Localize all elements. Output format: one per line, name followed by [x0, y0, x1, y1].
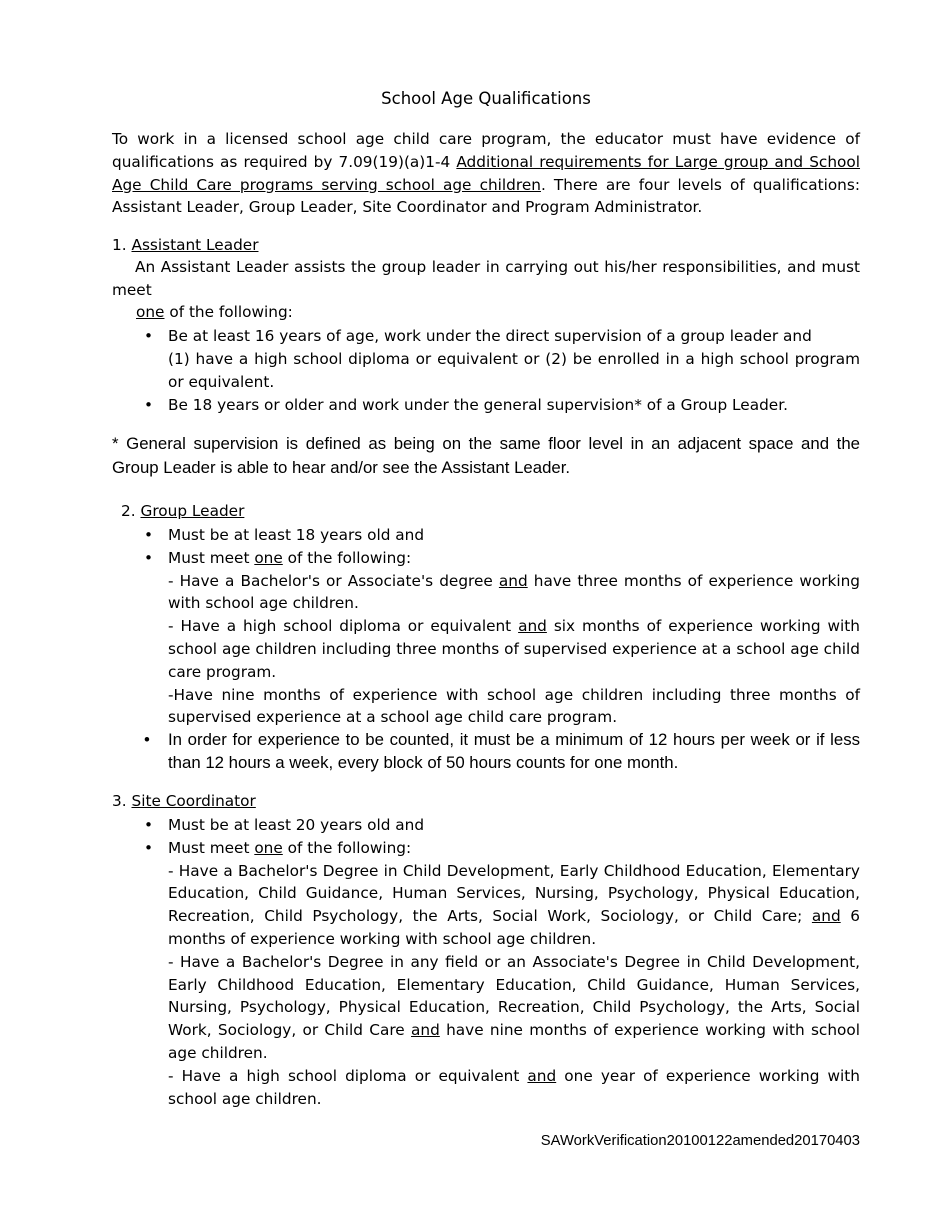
list-item: • Be 18 years or older and work under the general supervision* of a Group Leader. [112, 394, 860, 417]
intro-paragraph [112, 128, 860, 219]
bullet-icon: • [144, 548, 154, 567]
site-coordinator-option-2: - Have a Bachelor's Degree in any field or an Associate's Degree in Child Development, Early Childhood Education, Elementary Education, Child Guidance, Human Services, Nursing, Psychology, Physical Education, Recreation, Child Psychology, the Arts, Social Work, Sociology, or Child Care and have nine months of experience working with school age children. [168, 952, 860, 1062]
group-leader-option-2: - Have a high school diploma or equivalent and six months of experience working with school age children including three months of supervised experience at a school age child care program. [168, 617, 861, 681]
intro-text-end: . There are four levels of qualifications: Assistant Leader, Group Leader, Site Coordinator and Program Administrator. [112, 175, 860, 217]
group-leader-option-1: - Have a Bachelor's or Associate's degree and have three months of experience working with school age children. [168, 571, 860, 613]
assistant-leader-heading: 1. Assistant Leader [112, 236, 259, 254]
bullet-icon: • [144, 730, 150, 750]
bullet-icon: • [144, 396, 154, 415]
site-coordinator-heading: 3. Site Coordinator [112, 792, 256, 810]
list-item: • Must be at least 18 years old and [112, 524, 860, 547]
list-item: • Must meet one of the following: - Have a Bachelor's Degree in Child Development, Early Childhood Education, Elementary Education, Child Guidance, Human Services, Nursing, Psychology, Physical Education, Recreation, Child Psychology, the Arts, Social Work, Sociology, or Child Care; and 6 months of experience working with school age children. - Have a Bachelor's Degree in any field or an Associate's Degree in Child Development, Early Childhood Education, Elementary Education, Child Guidance, Human Services, Nursing, Psychology, Physical Education, Recreation, Child Psychology, the Arts, Social Work, Sociology, or Child Care and have nine months of experience working with school age children. - Have a high school diploma or equivalent and one year of experience working with school age children. [112, 837, 860, 1111]
experience-rule: In order for experience to be counted, it must be a minimum of 12 hours per week or if less than 12 hours a week, every block of 50 hours counts for one month. [168, 730, 860, 772]
group-leader-heading: 2. Group Leader [121, 502, 245, 520]
bullet-icon: • [144, 816, 154, 834]
assistant-leader-criteria-intro: one of the following: [136, 303, 293, 321]
list-item: • Must meet one of the following: - Have a Bachelor's or Associate's degree and have three months of experience working with school age children. - Have a high school diploma or equivalent and six months of experience working with school age children including three months of supervised experience at a school age child care program. -Have nine months of experience with school age children including three months of supervised experience at a school age child care program. [112, 547, 860, 729]
intro-text: To work in a licensed school age child care program, the educator must have evidence of qualifications as required by 7.09(19)(a)1-4 [112, 130, 860, 171]
assistant-leader-list [112, 325, 860, 417]
group-leader-option-3: -Have nine months of experience with school age children including three months of supervised experience at a school age child care program. [168, 685, 860, 727]
group-leader-list [112, 524, 860, 775]
list-item: • Be at least 16 years of age, work under the direct supervision of a group leader and (1) have a high school diploma or equivalent or (2) be enrolled in a high school program or equivalent. [144, 327, 860, 391]
site-coordinator-list [112, 814, 860, 1110]
bullet-icon: • [144, 526, 154, 544]
bullet-icon: • [144, 838, 154, 857]
site-coordinator-option-3: - Have a high school diploma or equivalent and one year of experience working with school age children. [168, 1066, 861, 1108]
list-item [112, 729, 860, 775]
assistant-leader-description: An Assistant Leader assists the group leader in carrying out his/her responsibilities, and must meet [112, 258, 860, 299]
list-item: • Must be at least 20 years old and [112, 814, 860, 837]
site-coordinator-option-1: - Have a Bachelor's Degree in Child Development, Early Childhood Education, Elementary Education, Child Guidance, Human Services, Nursing, Psychology, Physical Education, Recreation, Child Psychology, the Arts, Social Work, Sociology, or Child Care; and 6 months of experience working with school age children. [168, 861, 860, 948]
page-title: School Age Qualifications [381, 89, 591, 108]
document-footer: SAWorkVerification20100122amended20170403 [540, 1133, 860, 1149]
general-supervision-note: * General supervision is defined as being on the same floor level in an adjacent space and the Group Leader is able to hear and/or see the Assistant Leader. [112, 434, 860, 477]
bullet-icon: • [144, 327, 154, 345]
requirements-link[interactable]: Additional requirements for Large group and School Age Child Care programs serving school age children [112, 152, 861, 194]
